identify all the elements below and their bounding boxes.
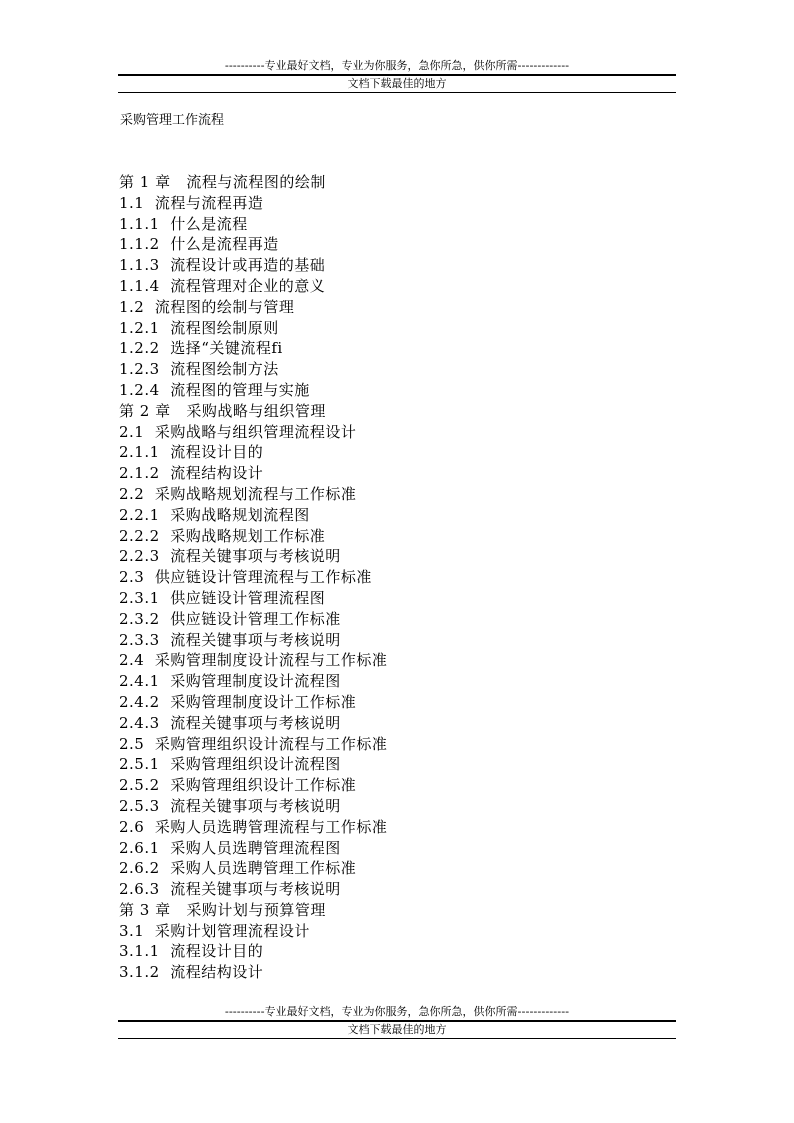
header-rule-thin [118, 92, 676, 93]
toc-entry: 3.1 采购计划管理流程设计 [119, 921, 310, 940]
toc-entry: 2.1 采购战略与组织管理流程设计 [119, 422, 357, 441]
toc-entry: 2.1.2 流程结构设计 [119, 464, 264, 483]
toc-entry: 2.2.3 流程关键事项与考核说明 [119, 547, 341, 566]
toc-entry: 2.5 采购管理组织设计流程与工作标准 [119, 734, 388, 753]
toc-entry: 2.3.3 流程关键事项与考核说明 [119, 630, 341, 649]
footer-subline: 文档下载最佳的地方 [347, 1023, 447, 1036]
toc-entry: 1.2 流程图的绘制与管理 [119, 297, 295, 316]
toc-entry: 1.2.1 流程图绘制原则 [119, 318, 279, 337]
toc-entry: 1.2.4 流程图的管理与实施 [119, 380, 310, 399]
toc-entry: 1.2.3 流程图绘制方法 [119, 360, 279, 379]
page-footer [118, 1004, 676, 1039]
header-subline: 文档下载最佳的地方 [347, 77, 447, 90]
toc-entry: 2.6.1 采购人员选聘管理流程图 [119, 838, 341, 857]
table-of-contents [119, 172, 387, 983]
toc-entry: 3.1.2 流程结构设计 [119, 963, 264, 982]
footer-rule-thin [118, 1038, 676, 1039]
toc-entry: 1.1 流程与流程再造 [119, 193, 264, 212]
toc-entry: 2.4.1 采购管理制度设计流程图 [119, 672, 341, 691]
toc-entry: 3.1.1 流程设计目的 [119, 942, 264, 961]
header-tagline: ----------专业最好文档，专业为你服务，急你所急，供你所需------------- [224, 59, 570, 72]
toc-entry: 1.1.2 什么是流程再造 [119, 235, 279, 254]
toc-entry: 2.6.3 流程关键事项与考核说明 [119, 880, 341, 899]
toc-entry: 第 2 章 采购战略与组织管理 [119, 401, 326, 420]
toc-entry: 第 3 章 采购计划与预算管理 [119, 900, 326, 919]
footer-tagline: ----------专业最好文档，专业为你服务，急你所急，供你所需------------- [224, 1005, 570, 1018]
toc-entry: 2.2.2 采购战略规划工作标准 [119, 526, 326, 545]
toc-entry: 2.5.1 采购管理组织设计流程图 [119, 755, 341, 774]
toc-entry: 1.1.3 流程设计或再造的基础 [119, 256, 326, 275]
toc-entry: 2.4.3 流程关键事项与考核说明 [119, 713, 341, 732]
toc-entry: 2.3.1 供应链设计管理流程图 [119, 588, 326, 607]
page-header [118, 58, 676, 93]
toc-entry: 2.6 采购人员选聘管理流程与工作标准 [119, 817, 388, 836]
toc-entry: 2.3.2 供应链设计管理工作标准 [119, 609, 341, 628]
toc-entry: 2.1.1 流程设计目的 [119, 443, 264, 462]
toc-entry: 2.3 供应链设计管理流程与工作标准 [119, 568, 372, 587]
toc-entry: 2.5.2 采购管理组织设计工作标准 [119, 776, 357, 795]
toc-entry: 2.5.3 流程关键事项与考核说明 [119, 796, 341, 815]
toc-entry: 1.2.2 选择“关键流程fi [119, 339, 283, 358]
toc-entry: 2.2.1 采购战略规划流程图 [119, 505, 310, 524]
toc-entry: 2.4.2 采购管理制度设计工作标准 [119, 692, 357, 711]
toc-entry: 2.2 采购战略规划流程与工作标准 [119, 484, 357, 503]
toc-entry: 1.1.4 流程管理对企业的意义 [119, 276, 326, 295]
toc-entry: 1.1.1 什么是流程 [119, 214, 248, 233]
toc-entry: 2.6.2 采购人员选聘管理工作标准 [119, 859, 357, 878]
document-title: 采购管理工作流程 [120, 113, 225, 128]
toc-entry: 2.4 采购管理制度设计流程与工作标准 [119, 651, 388, 670]
toc-entry: 第 1 章 流程与流程图的绘制 [119, 173, 326, 191]
